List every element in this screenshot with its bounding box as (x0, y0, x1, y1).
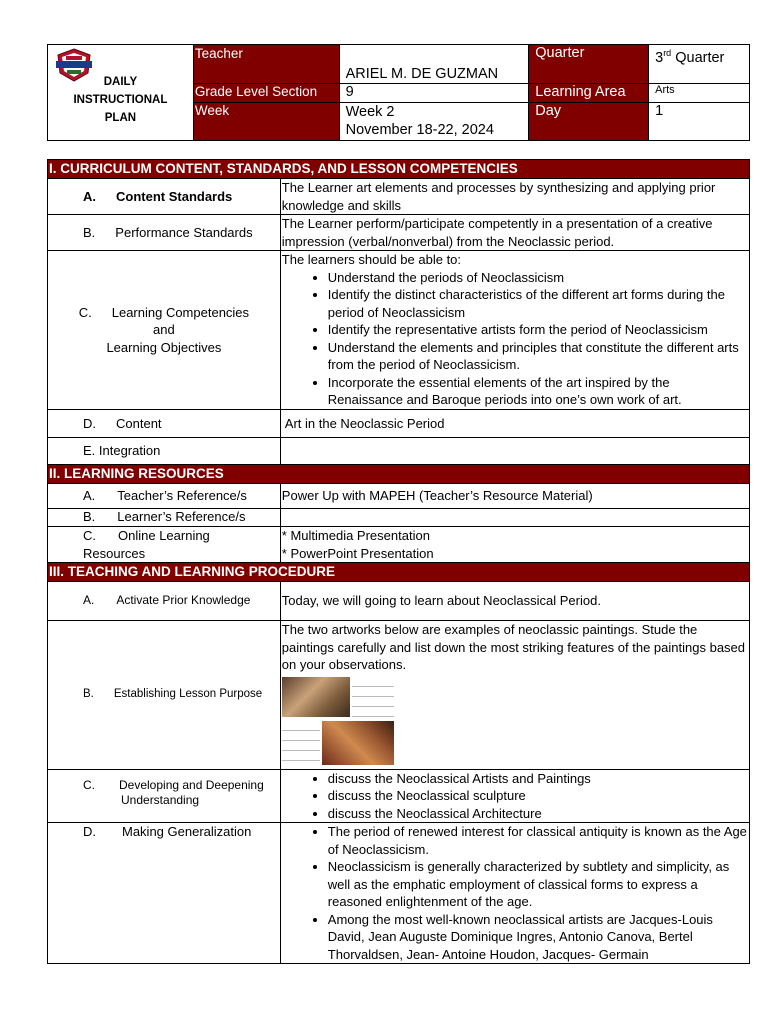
plan-title-line-3: PLAN (104, 111, 137, 124)
content-standards-value: The Learner art elements and processes by synthesizing and applying prior knowledge and skills (280, 179, 749, 215)
list-item: • discuss the Neoclassical Architecture (328, 805, 748, 823)
day-label: Day (529, 103, 649, 141)
integration-value (280, 438, 749, 465)
worksheet-lines (282, 721, 320, 765)
neoclassic-paintings-image (282, 677, 394, 769)
learning-area-value: Arts (649, 84, 750, 103)
learning-competencies-value (280, 251, 749, 410)
plan-table (47, 159, 750, 964)
plan-title-cell (48, 45, 194, 141)
content-value: Art in the Neoclassic Period (280, 410, 749, 438)
list-item: • Neoclassicism is generally characterized by subtlety and simplicity, as well as the emphatic employment of classical forms to express a reasoned enlightenment of the age. (328, 858, 748, 911)
deepening-understanding-value (280, 769, 749, 823)
list-item: • Identify the distinct characteristics of the different art forms during the period of Neoclassicism (328, 286, 748, 321)
list-item: • Understand the elements and principles that constitute the different arts from the period of Neoclassicism. (328, 339, 748, 374)
day-value: 1 (649, 103, 750, 141)
online-resources-label: C. Online Learning Resources (48, 527, 281, 563)
quarter-label: Quarter (529, 45, 649, 84)
list-item: • Understand the periods of Neoclassicism (328, 269, 748, 287)
lesson-purpose-label: B. Establishing Lesson Purpose (48, 621, 281, 770)
week-value (339, 103, 529, 141)
online-resource-item: * PowerPoint Presentation (281, 545, 434, 561)
list-item: • discuss the Neoclassical sculpture (328, 787, 748, 805)
section-procedure: III. TEACHING AND LEARNING PROCEDURE (48, 563, 750, 582)
teacher-references-label: A. Teacher’s Reference/s (48, 484, 281, 509)
teacher-references-value: Power Up with MAPEH (Teacher’s Resource Material) (280, 484, 749, 509)
lesson-purpose-value (280, 621, 749, 770)
content-label: D. Content (48, 410, 281, 438)
worksheet-lines (352, 677, 394, 717)
list-item: • Among the most well-known neoclassical artists are Jacques-Louis David, Jean Auguste Dominique Ingres, Antonio Canova, Bertel Thorvaldsen, Jean- Antoine Houdon, Jacques- Germain (328, 911, 748, 964)
generalization-value (280, 823, 749, 964)
painting-2 (322, 721, 394, 765)
list-item: • Incorporate the essential elements of the art inspired by the Renaissance and Baroque periods into one’s own work of art. (328, 374, 748, 409)
list-item: • The period of renewed interest for classical antiquity is known as the Age of Neoclassicism. (328, 823, 748, 858)
plan-title-line-1: DAILY (103, 75, 138, 88)
week-label: Week (193, 103, 339, 141)
learning-competencies-label: C. Learning Competencies and Learning Objectives (48, 251, 281, 410)
list-item: • discuss the Neoclassical Artists and Paintings (328, 770, 748, 788)
painting-1 (282, 677, 350, 717)
learning-area-label: Learning Area (529, 84, 649, 103)
learner-references-value (280, 509, 749, 527)
header-table (47, 44, 750, 141)
teacher-label: Teacher (193, 45, 339, 84)
deepening-understanding-label: C. Developing and Deepening Understanding (48, 769, 281, 823)
section-curriculum: I. CURRICULUM CONTENT, STANDARDS, AND LESSON COMPETENCIES (48, 160, 750, 179)
integration-label: E. Integration (48, 438, 281, 465)
list-item: • Identify the representative artists form the period of Neoclassicism (328, 321, 748, 339)
week-dates: November 18-22, 2024 (345, 122, 494, 138)
performance-standards-value: The Learner perform/participate competently in a presentation of a creative impression (verbal/nonverbal) from the Neoclassic period. (280, 215, 749, 251)
activate-knowledge-label: A. Activate Prior Knowledge (48, 582, 281, 621)
learner-references-label: B. Learner’s Reference/s (48, 509, 281, 527)
grade-label: Grade Level Section (193, 84, 339, 103)
teacher-value: ARIEL M. DE GUZMAN (339, 45, 529, 84)
lesson-purpose-text: The two artworks below are examples of neoclassic paintings. Stude the paintings carefully and list down the most striking features of the paintings based on your observations. (281, 622, 746, 672)
activate-knowledge-value: Today, we will going to learn about Neoclassical Period. (280, 582, 749, 621)
online-resources-value (280, 527, 749, 563)
week-number: Week 2 (345, 104, 395, 120)
plan-title-line-2: INSTRUCTIONAL (73, 93, 168, 106)
quarter-value: 3rd Quarter (649, 45, 750, 84)
section-resources: II. LEARNING RESOURCES (48, 465, 750, 484)
online-resource-item: * Multimedia Presentation (281, 528, 430, 543)
content-standards-label: A. Content Standards (48, 179, 281, 215)
grade-value: 9 (339, 84, 529, 103)
performance-standards-label: B. Performance Standards (48, 215, 281, 251)
competencies-intro: The learners should be able to: (281, 252, 462, 267)
generalization-label: D. Making Generalization (48, 823, 281, 964)
